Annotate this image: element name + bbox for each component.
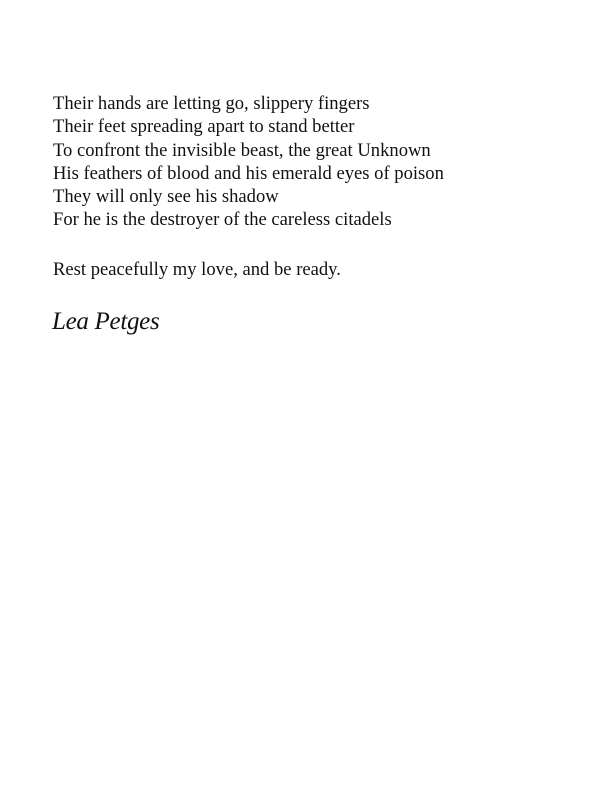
- author-signature: Lea Petges: [52, 308, 160, 335]
- poem-line: Their feet spreading apart to stand better: [53, 116, 355, 138]
- poem-stanza: [53, 92, 444, 232]
- poem-line: They will only see his shadow: [53, 186, 279, 208]
- poem-line: His feathers of blood and his emerald eyes of poison: [53, 162, 444, 184]
- poem-line: To confront the invisible beast, the great Unknown: [53, 139, 431, 161]
- closing-line: Rest peacefully my love, and be ready.: [53, 259, 341, 280]
- poem-line: For he is the destroyer of the careless citadels: [53, 209, 392, 231]
- poem-line: Their hands are letting go, slippery fingers: [53, 93, 370, 114]
